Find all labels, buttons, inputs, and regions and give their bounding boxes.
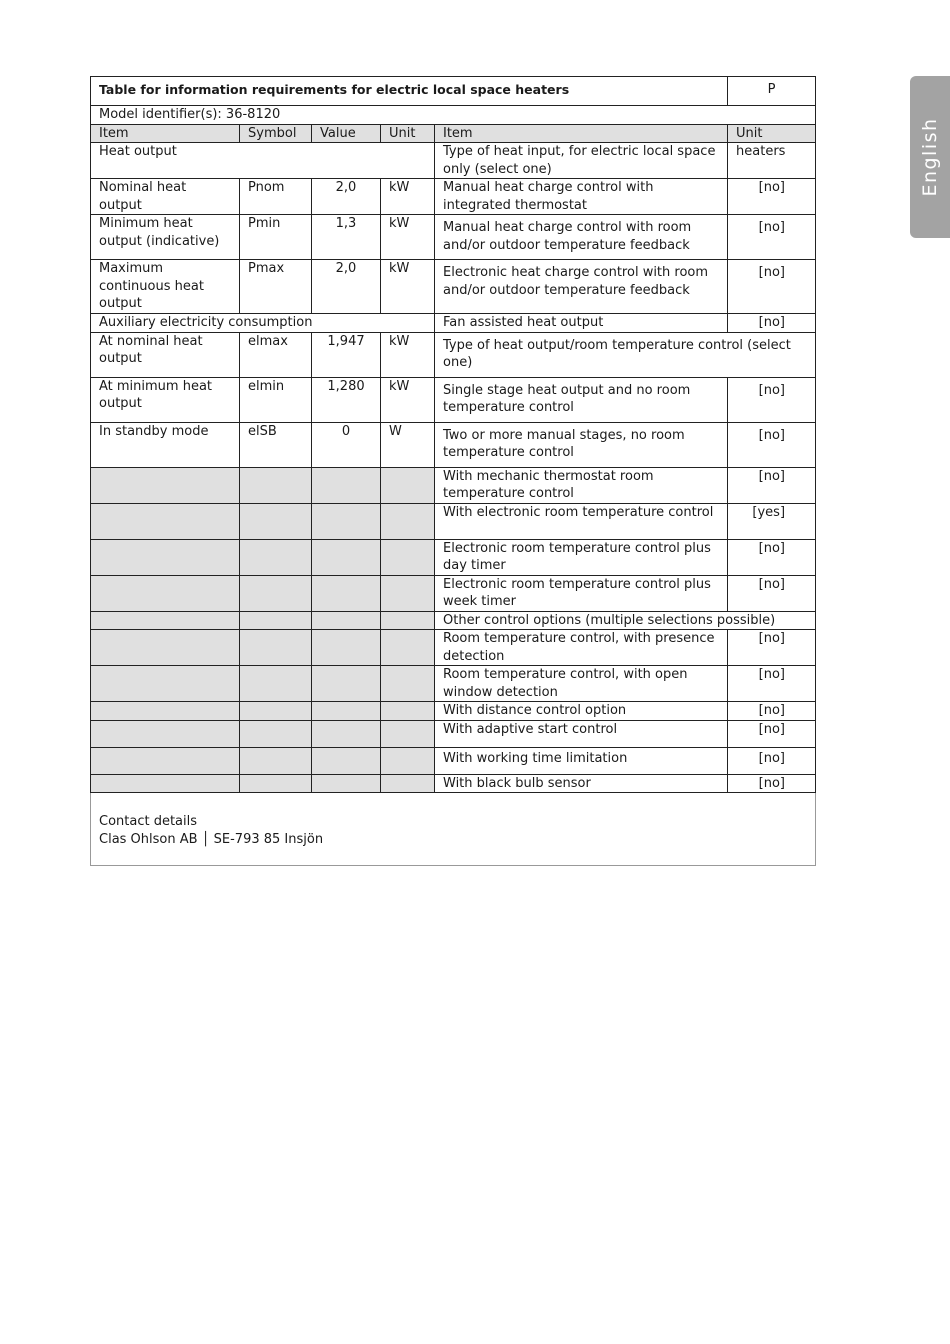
col-header-unit-right: Unit: [728, 124, 816, 143]
right-item: Manual heat charge control with room and/or outdoor temperature feedback: [435, 215, 728, 260]
right-value: [yes]: [728, 503, 816, 539]
right-item: With black bulb sensor: [435, 774, 728, 793]
table-row: [91, 666, 816, 702]
left-value: 2,0: [312, 260, 381, 314]
left-unit: kW: [381, 260, 435, 314]
left-value: 1,280: [312, 377, 381, 422]
left-symbol: Pnom: [240, 179, 312, 215]
table-row: [91, 215, 816, 260]
right-value: [no]: [728, 377, 816, 422]
right-value: [no]: [728, 314, 816, 333]
left-symbol: elmax: [240, 332, 312, 377]
left-value: 1,947: [312, 332, 381, 377]
right-item: Room temperature control, with presence detection: [435, 630, 728, 666]
left-unit: kW: [381, 332, 435, 377]
left-symbol: elmin: [240, 377, 312, 422]
table-row: [91, 467, 816, 503]
left-item: At minimum heat output: [91, 377, 240, 422]
right-item: Fan assisted heat output: [435, 314, 728, 333]
left-item: At nominal heat output: [91, 332, 240, 377]
table-row: [91, 747, 816, 774]
language-label: English: [919, 117, 941, 197]
aux-consumption-label: Auxiliary electricity consumption: [91, 314, 435, 333]
left-symbol: elSB: [240, 422, 312, 467]
right-item: With distance control option: [435, 702, 728, 721]
right-item: Single stage heat output and no room temperature control: [435, 377, 728, 422]
right-value: [no]: [728, 666, 816, 702]
heat-output-label: Heat output: [91, 143, 435, 179]
table-row: [91, 539, 816, 575]
left-unit: kW: [381, 215, 435, 260]
left-item: Maximum continuous heat output: [91, 260, 240, 314]
right-value: [no]: [728, 747, 816, 774]
right-item: With working time limitation: [435, 747, 728, 774]
table-row: [91, 377, 816, 422]
right-item: Electronic room temperature control plus day timer: [435, 539, 728, 575]
right-item: Two or more manual stages, no room temperature control: [435, 422, 728, 467]
right-item: Electronic heat charge control with room and/or outdoor temperature feedback: [435, 260, 728, 314]
right-item: With mechanic thermostat room temperature control: [435, 467, 728, 503]
left-symbol: Pmax: [240, 260, 312, 314]
table-row: [91, 179, 816, 215]
left-unit: kW: [381, 377, 435, 422]
right-value: [no]: [728, 422, 816, 467]
left-item: Nominal heat output: [91, 179, 240, 215]
right-item: With adaptive start control: [435, 720, 728, 747]
left-symbol: Pmin: [240, 215, 312, 260]
other-options-header: Other control options (multiple selections possible): [435, 611, 816, 630]
contact-label: Contact details: [99, 814, 198, 829]
table-row: [91, 611, 816, 630]
left-item: Minimum heat output (indicative): [91, 215, 240, 260]
col-header-item: Item: [91, 124, 240, 143]
contact-details: [91, 793, 816, 866]
heater-info-table: [90, 76, 816, 866]
left-item: In standby mode: [91, 422, 240, 467]
table-row: [91, 774, 816, 793]
room-control-header: Type of heat output/room temperature control (select one): [435, 332, 816, 377]
table-row: [91, 503, 816, 539]
right-value: [no]: [728, 774, 816, 793]
right-item: With electronic room temperature control: [435, 503, 728, 539]
right-value: [no]: [728, 215, 816, 260]
table-row: [91, 630, 816, 666]
right-value: [no]: [728, 467, 816, 503]
contact-row: [91, 793, 816, 866]
left-unit: kW: [381, 179, 435, 215]
table-row: [91, 702, 816, 721]
left-value: 2,0: [312, 179, 381, 215]
right-item: Room temperature control, with open window detection: [435, 666, 728, 702]
right-value: [no]: [728, 720, 816, 747]
table-row: [91, 720, 816, 747]
col-header-unit: Unit: [381, 124, 435, 143]
column-header-row: [91, 124, 816, 143]
table-row: [91, 143, 816, 179]
left-unit: W: [381, 422, 435, 467]
right-value: [no]: [728, 260, 816, 314]
left-value: 0: [312, 422, 381, 467]
table-row: [91, 332, 816, 377]
right-item: Electronic room temperature control plus week timer: [435, 575, 728, 611]
table-row: [91, 314, 816, 333]
heat-input-unit: heaters: [728, 143, 816, 179]
model-identifier: Model identifier(s): 36-8120: [91, 106, 816, 125]
table-row: [91, 260, 816, 314]
col-header-item-right: Item: [435, 124, 728, 143]
language-tab: [910, 76, 950, 238]
contact-company: Clas Ohlson AB │ SE-793 85 Insjön: [99, 831, 324, 847]
heat-input-type: Type of heat input, for electric local space only (select one): [435, 143, 728, 179]
right-value: [no]: [728, 575, 816, 611]
right-value: [no]: [728, 539, 816, 575]
table-title-row: [91, 77, 816, 106]
table-title-right: P: [728, 77, 816, 106]
right-item: Manual heat charge control with integrated thermostat: [435, 179, 728, 215]
col-header-symbol: Symbol: [240, 124, 312, 143]
left-value: 1,3: [312, 215, 381, 260]
col-header-value: Value: [312, 124, 381, 143]
right-value: [no]: [728, 630, 816, 666]
right-value: [no]: [728, 702, 816, 721]
table-title: Table for information requirements for electric local space heaters: [91, 77, 728, 106]
table-row: [91, 422, 816, 467]
right-value: [no]: [728, 179, 816, 215]
table-row: [91, 575, 816, 611]
